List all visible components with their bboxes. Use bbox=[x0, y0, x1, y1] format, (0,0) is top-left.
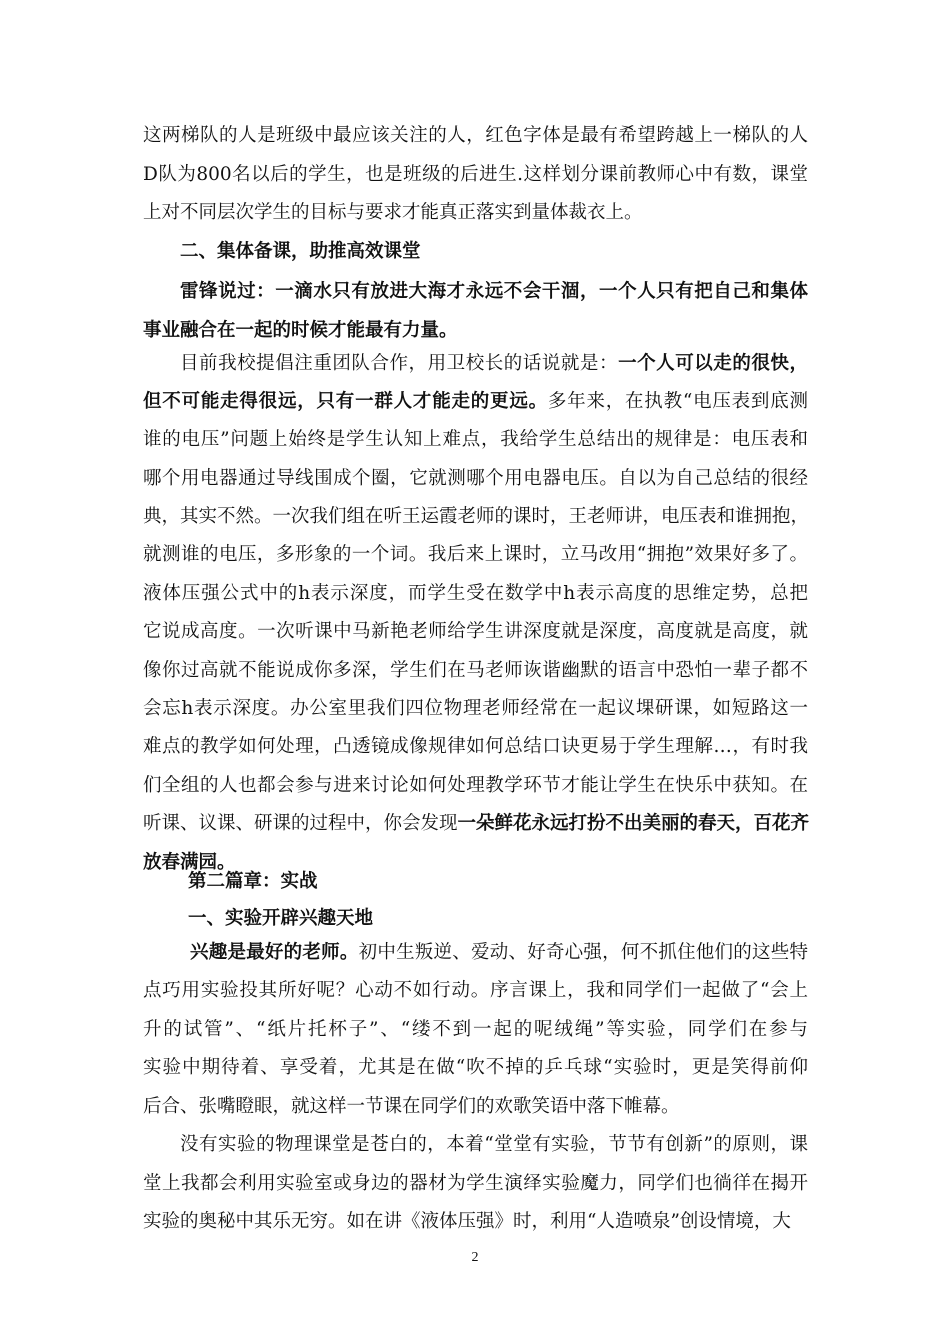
bold-text: 事业融合在一起的时候才能最有力量。 bbox=[143, 320, 458, 341]
body-text: 升的试管”、“纸片托杯子”、“缕不到一起的呢绒绳”等实验，同学们在参与 bbox=[143, 1019, 808, 1040]
text-line bbox=[143, 853, 808, 873]
body-text: 就测谁的电压，多形象的一个词。我后来上课时，立马改用“拥抱”效果好多了。 bbox=[143, 544, 808, 565]
body-text: 目前我校提倡注重团队合作，用卫校长的话说就是： bbox=[180, 353, 619, 374]
body-text: 难点的教学如何处理，凸透镜成像规律如何总结口诀更易于学生理解…，有时我 bbox=[143, 736, 808, 757]
body-text: 会忘h表示深度。办公室里我们四位物理老师经常在一起议堁研课，如短路这一 bbox=[143, 698, 808, 719]
text-line bbox=[143, 1058, 808, 1078]
section-heading: 一、实验开辟兴趣天地 bbox=[188, 908, 374, 929]
text-line bbox=[180, 354, 808, 374]
body-text: 没有实验的物理课堂是苍白的，本着“堂堂有实验，节节有创新”的原则，课 bbox=[180, 1134, 808, 1155]
body-text: 听课、议课、研课的过程中，你会发现 bbox=[143, 813, 458, 834]
body-text: 后合、张嘴瞪眼，就这样一节课在同学们的欢歌笑语中落下帷幕。 bbox=[143, 1096, 680, 1117]
text-line bbox=[143, 661, 808, 681]
text-line bbox=[143, 1174, 808, 1194]
bold-text: 雷锋说过：一滴水只有放进大海才永远不会干涸，一个人只有把自己和集体 bbox=[180, 281, 808, 302]
text-line bbox=[143, 1020, 808, 1040]
body-text: 初中生叛逆、爱动、好奇心强，何不抓住他们的这些特 bbox=[358, 942, 808, 963]
body-text: 谁的电压”问题上始终是学生认知上难点，我给学生总结出的规律是：电压表和 bbox=[143, 429, 808, 450]
text-line bbox=[143, 203, 808, 223]
page-number: 2 bbox=[471, 1250, 479, 1265]
text-line bbox=[143, 126, 808, 146]
text-line bbox=[143, 430, 808, 450]
body-text: 液体压强公式中的h表示深度，而学生受在数学中h表示高度的思维定势，总把 bbox=[143, 583, 808, 604]
bold-text: 一个人可以走的很快， bbox=[618, 353, 808, 374]
body-text: 实验的奥秘中其乐无穷。如在讲《液体压强》时，利用“人造喷泉”创设情境，大 bbox=[143, 1211, 791, 1232]
body-text: 像你过高就不能说成你多深，学生们在马老师诙谐幽默的语言中恐怕一辈子都不 bbox=[143, 660, 808, 681]
text-line bbox=[190, 943, 808, 963]
body-text: 堂上我都会利用实验室或身边的器材为学生演绎实验魔力，同学们也徜徉在揭开 bbox=[143, 1173, 808, 1194]
text-line bbox=[143, 507, 808, 527]
text-line bbox=[143, 699, 808, 719]
text-line bbox=[143, 1097, 808, 1117]
text-line bbox=[143, 814, 808, 834]
body-text: 多年来，在执教“电压表到底测 bbox=[547, 391, 808, 412]
body-text: 它说成高度。一次听课中马新艳老师给学生讲深度就是深度，高度就是高度，就 bbox=[143, 621, 808, 642]
text-line bbox=[143, 545, 808, 565]
bold-text: 放春满园。 bbox=[143, 852, 236, 873]
section-heading: 二、集体备课，助推高效课堂 bbox=[180, 241, 421, 262]
body-text: 们全组的人也都会参与进来讨论如何处理教学环节才能让学生在快乐中获知。在 bbox=[143, 775, 808, 796]
bold-text: 但不可能走得很远，只有一群人才能走的更远。 bbox=[143, 391, 548, 412]
text-line bbox=[143, 584, 808, 604]
body-text: 点巧用实验投其所好呢？心动不如行动。序言课上，我和同学们一起做了“会上 bbox=[143, 980, 808, 1001]
text-line bbox=[143, 622, 808, 642]
text-line bbox=[143, 776, 808, 796]
text-line bbox=[143, 321, 808, 341]
text-line bbox=[180, 282, 808, 302]
bold-text: 一朵鲜花永远打扮不出美丽的春天，百花齐 bbox=[457, 813, 810, 834]
text-line bbox=[143, 737, 808, 757]
text-line bbox=[143, 469, 808, 489]
text-line bbox=[180, 1135, 808, 1155]
body-text: D队为800名以后的学生，也是班级的后进生.这样划分课前教师心中有数，课堂 bbox=[143, 164, 808, 185]
text-line bbox=[143, 392, 808, 412]
text-line bbox=[143, 981, 808, 1001]
bold-text: 兴趣是最好的老师。 bbox=[190, 942, 359, 963]
body-text: 这两梯队的人是班级中最应该关注的人，红色字体是最有希望跨越上一梯队的人 bbox=[143, 125, 808, 146]
text-line bbox=[143, 1212, 808, 1232]
body-text: 哪个用电器通过导线围成个圈，它就测哪个用电器电压。自以为自己总结的很经 bbox=[143, 468, 808, 489]
text-line bbox=[143, 165, 808, 185]
section-heading: 第二篇章：实战 bbox=[188, 871, 318, 892]
body-text: 典，其实不然。一次我们组在听王运霞老师的课时，王老师讲，电压表和谁拥抱， bbox=[143, 506, 810, 527]
body-text: 实验中期待着、享受着，尤其是在做“吹不掉的乒乓球“实验时，更是笑得前仰 bbox=[143, 1057, 808, 1078]
body-text: 上对不同层次学生的目标与要求才能真正落实到量体裁衣上。 bbox=[143, 202, 643, 223]
